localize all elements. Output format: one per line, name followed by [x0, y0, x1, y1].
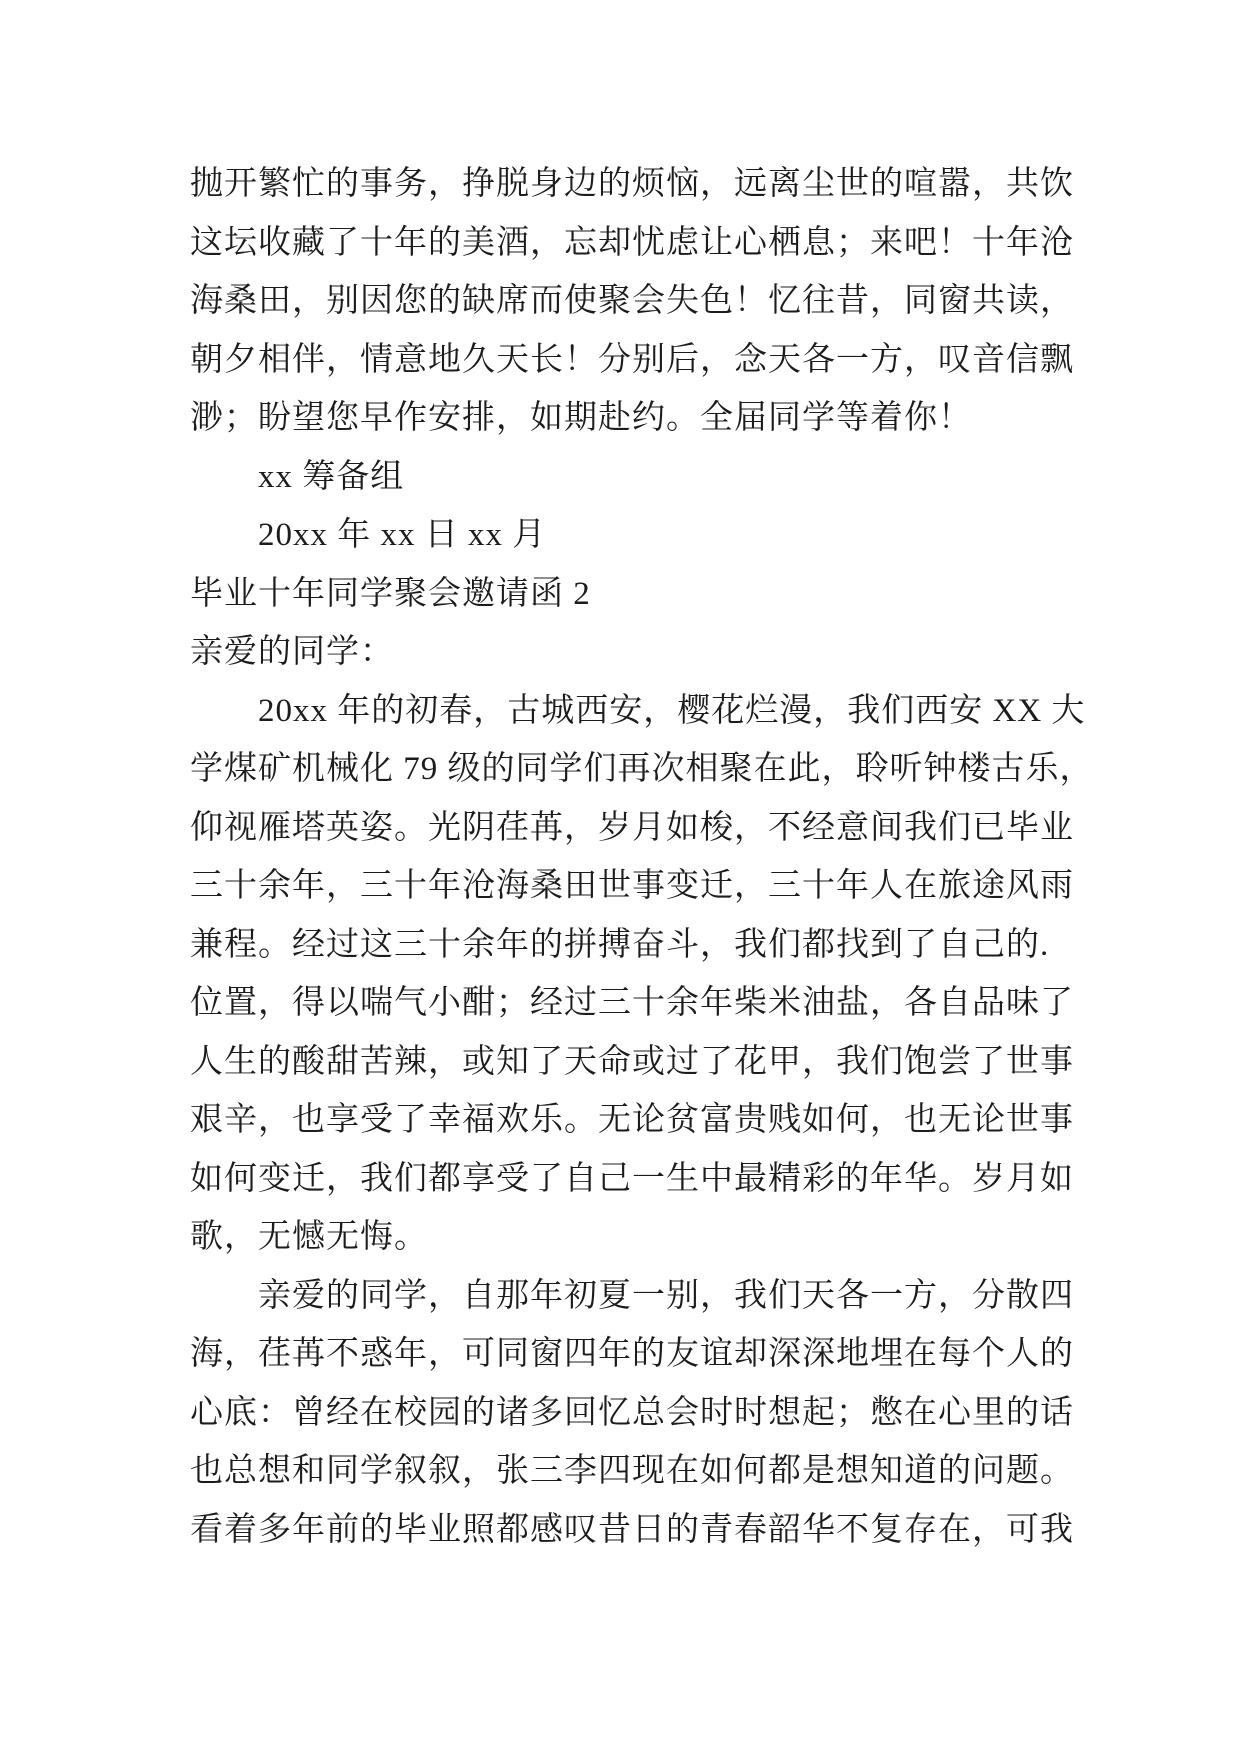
text-line: 兼程。经过这三十余年的拼搏奋斗，我们都找到了自己的.	[190, 926, 1050, 963]
text-line: 抛开繁忙的事务，挣脱身边的烦恼，远离尘世的喧嚣，共饮	[190, 166, 1074, 202]
text-line: 看着多年前的毕业照都感叹昔日的青春韶华不复存在，可我	[190, 1511, 1074, 1548]
text-line: 如何变迁，我们都享受了自己一生中最精彩的年华。岁月如	[190, 1160, 1074, 1197]
text-line: 亲爱的同学，自那年初夏一别，我们天各一方，分散四	[258, 1277, 1074, 1314]
letter-title: 毕业十年同学聚会邀请函 2	[190, 575, 591, 612]
salutation: 亲爱的同学：	[190, 634, 394, 670]
body-paragraph	[190, 682, 1094, 1267]
text-line: 仰视雁塔英姿。光阴荏苒，岁月如梭，不经意间我们已毕业	[190, 809, 1074, 846]
text-line: 海桑田，别因您的缺席而使聚会失色！忆往昔，同窗共读，	[190, 283, 1074, 319]
text-line: 朝夕相伴，情意地久天长！分别后，念天各一方，叹音信飘	[190, 341, 1074, 378]
text-line: 也总想和同学叙叙，张三李四现在如何都是想知道的问题。	[190, 1453, 1074, 1489]
document-body	[190, 155, 1094, 1559]
text-line: 艰辛，也享受了幸福欢乐。无论贫富贵贱如何，也无论世事	[190, 1102, 1074, 1138]
text-line: 位置，得以喘气小酣；经过三十余年柴米油盐，各自品味了	[190, 985, 1074, 1021]
text-line: 这坛收藏了十年的美酒，忘却忧虑让心栖息；来吧！十年沧	[190, 224, 1074, 261]
text-line: 海，荏苒不惑年，可同窗四年的友谊却深深地埋在每个人的	[190, 1336, 1074, 1372]
text-line: 学煤矿机械化 79 级的同学们再次相聚在此，聆听钟楼古乐，	[190, 751, 1094, 787]
text-line: 渺；盼望您早作安排，如期赴约。全届同学等着你！	[190, 400, 972, 436]
signature-organizer: xx 筹备组	[258, 458, 405, 495]
signature-date: 20xx 年 xx 日 xx 月	[258, 517, 547, 553]
text-line: 心底：曾经在校园的诸多回忆总会时时想起；憋在心里的话	[190, 1394, 1074, 1431]
intro-paragraph	[190, 155, 1090, 448]
text-line: 人生的酸甜苦辣，或知了天命或过了花甲，我们饱尝了世事	[190, 1043, 1074, 1080]
text-line: 歌，无憾无悔。	[190, 1219, 428, 1255]
text-line: 三十余年，三十年沧海桑田世事变迁，三十年人在旅途风雨	[190, 868, 1074, 904]
body-paragraph	[190, 1267, 1090, 1560]
text-line: 20xx 年的初春，古城西安，樱花烂漫，我们西安 XX 大	[258, 692, 1086, 729]
